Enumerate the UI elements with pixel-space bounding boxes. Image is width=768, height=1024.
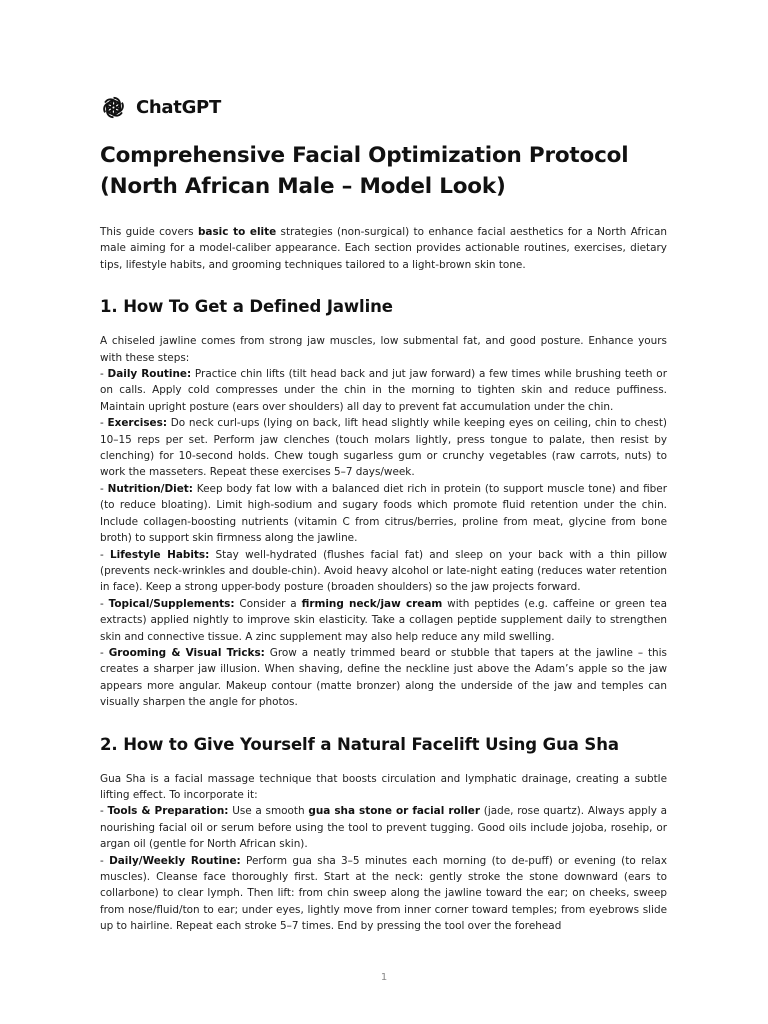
bullet-dash: - [100,597,109,610]
list-item-text: Keep body fat low with a balanced diet rich in protein (to support muscle tone) and fiber (to reduce bloating). Limit high-sodium and sugary foods which promote fluid retention under the chin. Include collagen-boosting nutrients (vitamin C from citrus/berries, proline from meat, glycine from bone broth) to support skin firmness along the jawline. [100,482,667,545]
bullet-dash: - [100,854,110,867]
intro-bold: basic to elite [197,226,277,238]
intro-paragraph [100,224,667,273]
list-item-label: Daily Routine: [107,368,192,381]
page-number: 1 [380,972,388,983]
section2-body [100,771,667,935]
list-item-label: Topical/Supplements: [108,597,235,610]
intro-text-1: This guide covers [100,226,198,238]
list-item-text: Use a smooth [228,805,309,818]
list-item-bold: firming neck/jaw cream [301,597,443,610]
list-item-lifestyle [100,547,667,596]
list-item-label: Lifestyle Habits: [110,548,210,561]
section1-body [100,333,667,710]
brand-header [100,93,221,121]
list-item-routine [100,853,667,935]
bullet-dash: - [100,805,108,818]
list-item-label: Exercises: [107,417,168,430]
list-item-nutrition [100,481,667,547]
list-item-text: Practice chin lifts (tilt head back and jut jaw forward) a few times while brushing teeth or on calls. Apply cold compresses under the chin in the morning to tighten skin and reduce puffiness. Maintain upright posture (ears over shoulders) all day to prevent fat accumulation under the chin. [100,368,667,413]
section2-intro: Gua Sha is a facial massage technique that boosts circulation and lymphatic drainage, creating a subtle lifting effect. To incorporate it: [100,772,667,801]
list-item-tools [100,803,667,852]
brand-name: ChatGPT [136,96,221,118]
intro-text-2: strategies (non-surgical) to enhance facial aesthetics for a North African male aiming for a model-caliber appearance. Each section provides actionable routines, exercises, dietary tips, lifestyle habits, and grooming techniques tailored to a light-brown skin tone. [100,226,667,271]
list-item-text: Grow a neatly trimmed beard or stubble that tapers at the jawline – this creates a sharper jaw illusion. When shaving, define the neckline just above the Adam’s apple so the jaw appears more angular. Makeup contour (matte bronzer) along the underside of the jaw and temples can visually sharpen the angle for photos. [100,646,667,709]
bullet-dash: - [100,482,108,495]
bullet-dash: - [100,368,108,381]
list-item-label: Tools & Preparation: [107,805,229,818]
title-line-1: Comprehensive Facial Optimization Protocol [100,143,629,168]
list-item-text: Consider a [234,597,302,610]
section1-intro: A chiseled jawline comes from strong jaw muscles, low submental fat, and good posture. Enhance yours with these steps: [100,335,667,364]
list-item-label: Nutrition/Diet: [107,482,193,495]
list-item-text: Stay well-hydrated (flushes facial fat) and sleep on your back with a thin pillow (prevents neck-wrinkles and double-chin). Avoid heavy alcohol or late-night eating (reduces water retention in face). Keep a strong upper-body posture (broaden shoulders) so the jaw projects forward. [100,548,667,594]
title-line-2: (North African Male – Model Look) [100,174,506,199]
list-item-label: Daily/Weekly Routine: [109,854,241,867]
list-item-text: (jade, rose quartz). Always apply a nourishing facial oil or serum before using the tool to prevent tugging. Good oils include jojoba, rosehip, or argan oil (gentle for North African skin). [100,805,667,851]
bullet-dash: - [100,548,111,561]
list-item-daily-routine [100,366,667,415]
list-item-text: Perform gua sha 3–5 minutes each morning (to de-puff) or evening (to relax muscles). Cleanse face thoroughly first. Start at the neck: gently stroke the stone downward (ears to collarbone) to clear lymph. Then lift: from chin sweep along the jawline toward the ear; on cheeks, sweep from nose/fluid/ton to ear; under eyes, lightly move from inner corner toward temples; from eyebrows slide up to hairline. Repeat each stroke 5–7 times. End by pressing the tool over the forehead [100,854,668,933]
section2-heading: 2. How to Give Yourself a Natural Facelift Using Gua Sha [100,734,619,754]
document-body [100,140,667,935]
list-item-text: with peptides (e.g. caffeine or green tea extracts) applied nightly to improve skin elasticity. Take a collagen peptide supplement daily to strengthen skin and connective tissue. A zinc supplement may also help reduce any mild swelling. [100,597,667,643]
list-item-exercises [100,415,667,481]
bullet-dash: - [100,417,108,430]
section1-heading: 1. How To Get a Defined Jawline [100,297,393,317]
list-item-topical [100,596,667,645]
list-item-bold: gua sha stone or facial roller [308,805,481,818]
list-item-text: Do neck curl-ups (lying on back, lift head slightly while keeping eyes on ceiling, chin to chest) 10–15 reps per set. Perform jaw clenches (touch molars lightly, press tongue to palate, then resist by clenching) for 10-second holds. Chew tough sugarless gum or crunchy vegetables (raw carrots, nuts) to work the masseters. Repeat these exercises 5–7 days/week. [100,417,668,479]
list-item-label: Grooming & Visual Tricks: [108,646,265,659]
document-title [100,140,667,202]
list-item-grooming [100,645,667,711]
openai-logo-icon [100,94,127,121]
bullet-dash: - [100,646,109,659]
